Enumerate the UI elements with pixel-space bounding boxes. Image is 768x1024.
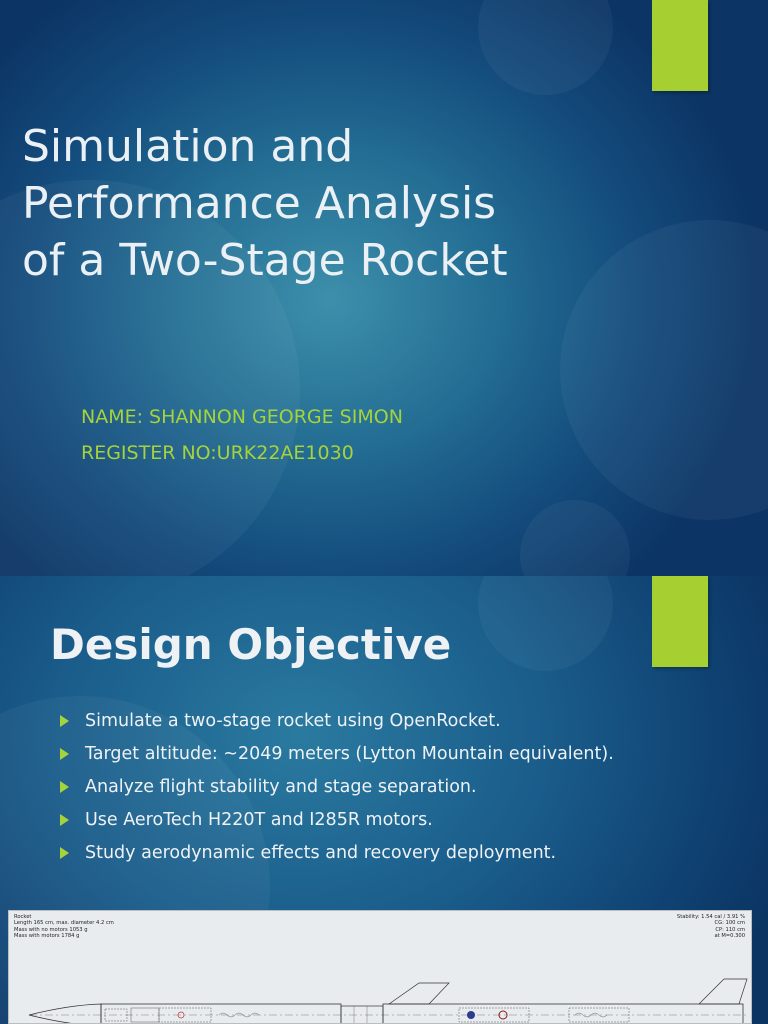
nose-cone-shape (29, 1004, 101, 1024)
upper-body-tube (101, 1004, 341, 1024)
register-number: REGISTER NO:URK22AE1030 (81, 442, 354, 464)
triangle-bullet-icon (60, 715, 69, 727)
slide-heading: Design Objective (50, 620, 452, 669)
rocket-info-line: Mass with no motors 1053 g (14, 926, 88, 933)
objective-list (60, 710, 620, 875)
rocket-info-line: Length 165 cm, max. diameter 4.2 cm (14, 920, 114, 927)
list-item-text: Analyze flight stability and stage separation. (85, 777, 477, 797)
list-item (60, 776, 620, 799)
list-item-text: Use AeroTech H220T and I285R motors. (85, 810, 433, 830)
background-bubble (478, 576, 613, 671)
author-name: NAME: SHANNON GEORGE SIMON (81, 406, 403, 428)
stability-line: CP: 110 cm (715, 926, 745, 933)
lower-body-tube (383, 1004, 743, 1024)
presentation-title (22, 118, 622, 289)
triangle-bullet-icon (60, 748, 69, 760)
triangle-bullet-icon (60, 814, 69, 826)
rocket-info-line: Mass with motors 1784 g (14, 933, 80, 940)
title-line: Simulation and (22, 121, 354, 172)
stability-line: Stability: 1.54 cal / 3.91 % (676, 914, 745, 920)
stability-line: CG: 100 cm (714, 920, 745, 927)
accent-bar (652, 576, 708, 667)
stability-line: at M=0.300 (714, 933, 745, 940)
list-item-text: Simulate a two-stage rocket using OpenRocket. (85, 711, 501, 731)
booster-fin (699, 979, 747, 1004)
list-item (60, 710, 620, 733)
background-bubble (478, 0, 613, 95)
background-bubble (520, 500, 630, 576)
list-item-text: Study aerodynamic effects and recovery deployment. (85, 843, 557, 863)
upper-stage-fin (389, 983, 449, 1004)
list-item (60, 743, 620, 766)
title-line: of a Two-Stage Rocket (22, 235, 508, 286)
list-item (60, 809, 620, 832)
rocket-schematic (9, 911, 752, 1024)
rocket-info-line: Rocket (14, 914, 32, 920)
list-item-text: Target altitude: ~2049 meters (Lytton Mountain equivalent). (85, 744, 614, 764)
title-line: Performance Analysis (22, 178, 497, 229)
triangle-bullet-icon (60, 847, 69, 859)
list-item (60, 842, 620, 865)
cg-marker-icon (467, 1011, 475, 1019)
accent-bar (652, 0, 708, 91)
design-objective-slide (0, 576, 768, 1024)
rocket-design-panel (8, 910, 752, 1024)
triangle-bullet-icon (60, 781, 69, 793)
